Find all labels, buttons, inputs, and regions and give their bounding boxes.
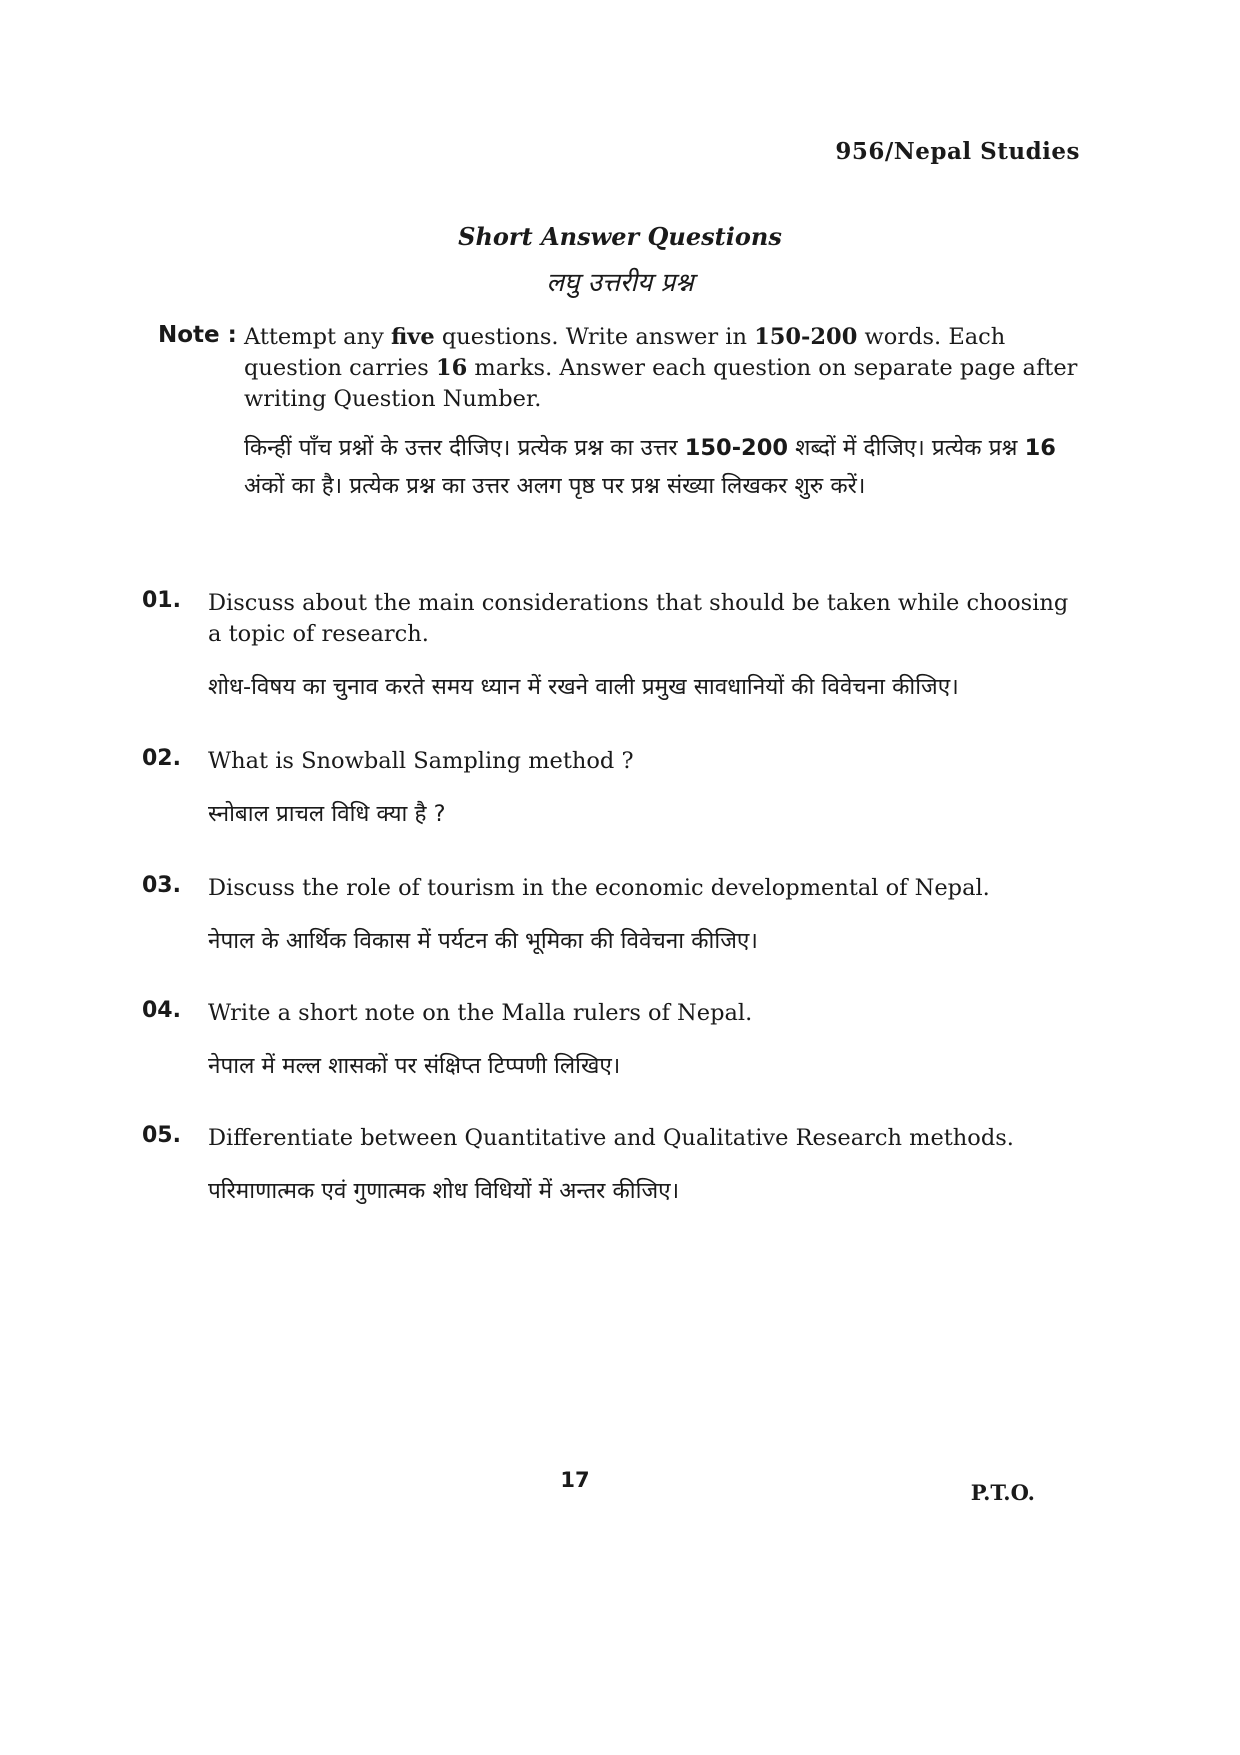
question-hindi: शोध-विषय का चुनाव करते समय ध्यान में रखने वाली प्रमुख सावधानियों की विवेचना कीजिए।	[208, 674, 959, 700]
question-number: 04.	[142, 998, 181, 1023]
note-english	[244, 322, 1080, 415]
note-hi-word-range: 150-200	[684, 435, 789, 461]
question-english: Differentiate between Quantitative and Qualitative Research methods.	[208, 1125, 1014, 1151]
question-item	[142, 873, 1082, 960]
note-en-text: Attempt any	[244, 324, 391, 350]
question-item	[142, 998, 1082, 1085]
please-turn-over: P.T.O.	[970, 1480, 1035, 1505]
note-hi-marks: 16	[1024, 435, 1056, 461]
question-hindi: परिमाणात्मक एवं गुणात्मक शोध विधियों में अन्तर कीजिए।	[208, 1178, 680, 1204]
note-label: Note :	[158, 322, 237, 348]
question-hindi: नेपाल के आर्थिक विकास में पर्यटन की भूमिका की विवेचना कीजिए।	[208, 928, 758, 954]
page-number: 17	[560, 1468, 590, 1492]
question-list	[142, 588, 1082, 1210]
note-en-five: five	[390, 324, 435, 350]
question-hindi: नेपाल में मल्ल शासकों पर संक्षिप्त टिप्पणी लिखिए।	[208, 1053, 621, 1079]
question-number: 03.	[142, 873, 181, 898]
note-en-word-range: 150-200	[754, 324, 858, 350]
question-number: 02.	[142, 746, 181, 771]
question-item	[142, 746, 1082, 833]
note-hindi	[244, 429, 1080, 505]
question-english: Discuss about the main considerations that should be taken while choosing a topic of research.	[208, 590, 1069, 647]
section-title-english: Short Answer Questions	[458, 222, 782, 251]
section-heading	[0, 222, 1240, 299]
question-english: Discuss the role of tourism in the economic developmental of Nepal.	[208, 875, 990, 901]
note-hi-text: अंकों का है। प्रत्येक प्रश्न का उत्तर अलग पृष्ठ पर प्रश्न संख्या लिखकर शुरु करें।	[244, 473, 866, 499]
note-hi-text: शब्दों में दीजिए। प्रत्येक प्रश्न	[788, 435, 1025, 461]
question-item	[142, 1123, 1082, 1210]
question-number: 05.	[142, 1123, 181, 1148]
note-body	[244, 322, 1080, 505]
note-en-marks: 16	[435, 355, 468, 381]
note-en-text: words. Each question carries	[244, 324, 1006, 381]
question-english: What is Snowball Sampling method ?	[208, 748, 634, 774]
paper-code: 956/Nepal Studies	[835, 138, 1080, 165]
question-hindi: स्नोबाल प्राचल विधि क्या है ?	[208, 801, 446, 827]
note-en-text: questions. Write answer in	[434, 324, 755, 350]
note-en-text: marks. Answer each question on separate page after writing Question Number.	[244, 355, 1078, 412]
question-number: 01.	[142, 588, 181, 613]
question-english: Write a short note on the Malla rulers of Nepal.	[208, 1000, 753, 1026]
note-hi-text: किन्हीं पाँच प्रश्नों के उत्तर दीजिए। प्रत्येक प्रश्न का उत्तर	[244, 435, 685, 461]
section-title-hindi: लघु उत्तरीय प्रश्न	[546, 268, 694, 298]
question-item	[142, 588, 1082, 706]
